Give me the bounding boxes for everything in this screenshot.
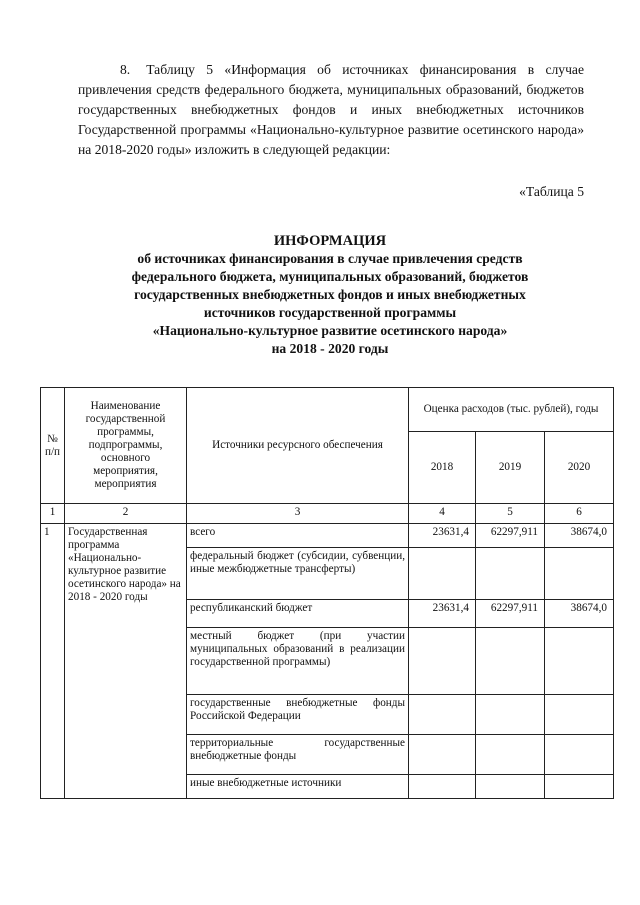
value-2020: 38674,0 [545, 600, 614, 628]
column-number: 2 [65, 504, 187, 524]
source-label: иные внебюджетные источники [187, 775, 409, 799]
heading-line: «Национально-культурное развитие осетинского народа» [152, 323, 508, 338]
header-name: Наименование государственной программы, подпрограммы, основного мероприятия, мероприятия [65, 388, 187, 504]
value-2019 [476, 775, 545, 799]
value-2020 [545, 775, 614, 799]
heading-title: ИНФОРМАЦИЯ [273, 233, 387, 249]
heading-line: об источниках финансирования в случае привлечения средств [137, 251, 523, 266]
value-2018 [409, 548, 476, 600]
table-row [41, 524, 614, 548]
value-2020 [545, 695, 614, 735]
value-2018 [409, 775, 476, 799]
program-name: Государственная программа «Национально-культурное развитие осетинского народа» на 2018 - 2020 годы [65, 524, 187, 799]
amendment-paragraph [78, 60, 584, 160]
heading-line: источников государственной программы [203, 305, 457, 320]
value-2018 [409, 735, 476, 775]
header-year: 2020 [545, 432, 614, 504]
heading-line: на 2018 - 2020 годы [271, 341, 389, 356]
table-caption: «Таблица 5 [519, 184, 584, 199]
value-2019 [476, 735, 545, 775]
source-label: государственные внебюджетные фонды Российской Федерации [187, 695, 409, 735]
header-year: 2018 [409, 432, 476, 504]
header-no: № п/п [41, 388, 65, 504]
value-2020 [545, 628, 614, 695]
header-year: 2019 [476, 432, 545, 504]
heading-line: федерального бюджета, муниципальных образований, бюджетов [131, 269, 529, 284]
source-label: всего [187, 524, 409, 548]
value-2018: 23631,4 [409, 600, 476, 628]
column-number: 3 [187, 504, 409, 524]
value-2018: 23631,4 [409, 524, 476, 548]
header-source: Источники ресурсного обеспечения [187, 388, 409, 504]
paragraph-text: Таблицу 5 «Информация об источниках финансирования в случае привлечения средств федерального бюджета, муниципальных образований, бюджетов государственных внебюджетных фондов и иных внебюджетных источников Государственной программы «Национально-культурное развитие осетинского народа» на 2018-2020 годы» изложить в следующей редакции: [78, 62, 584, 157]
value-2019: 62297,911 [476, 524, 545, 548]
column-number: 5 [476, 504, 545, 524]
column-number: 1 [41, 504, 65, 524]
document-heading [80, 232, 580, 358]
header-row [41, 388, 614, 432]
value-2019 [476, 548, 545, 600]
paragraph-number: 8. [120, 62, 131, 77]
value-2020: 38674,0 [545, 524, 614, 548]
source-label: территориальные государственные внебюджетные фонды [187, 735, 409, 775]
source-label: федеральный бюджет (субсидии, субвенции, иные межбюджетные трансферты) [187, 548, 409, 600]
source-label: республиканский бюджет [187, 600, 409, 628]
column-numbers-row [41, 504, 614, 524]
value-2019: 62297,911 [476, 600, 545, 628]
value-2020 [545, 735, 614, 775]
value-2019 [476, 628, 545, 695]
value-2018 [409, 628, 476, 695]
value-2020 [545, 548, 614, 600]
row-number: 1 [41, 524, 65, 799]
value-2018 [409, 695, 476, 735]
financing-table [40, 387, 614, 799]
column-number: 6 [545, 504, 614, 524]
column-number: 4 [409, 504, 476, 524]
source-label: местный бюджет (при участии муниципальных образований в реализации государственной программы) [187, 628, 409, 695]
heading-line: государственных внебюджетных фондов и иных внебюджетных [134, 287, 526, 302]
value-2019 [476, 695, 545, 735]
header-estimate: Оценка расходов (тыс. рублей), годы [409, 388, 614, 432]
